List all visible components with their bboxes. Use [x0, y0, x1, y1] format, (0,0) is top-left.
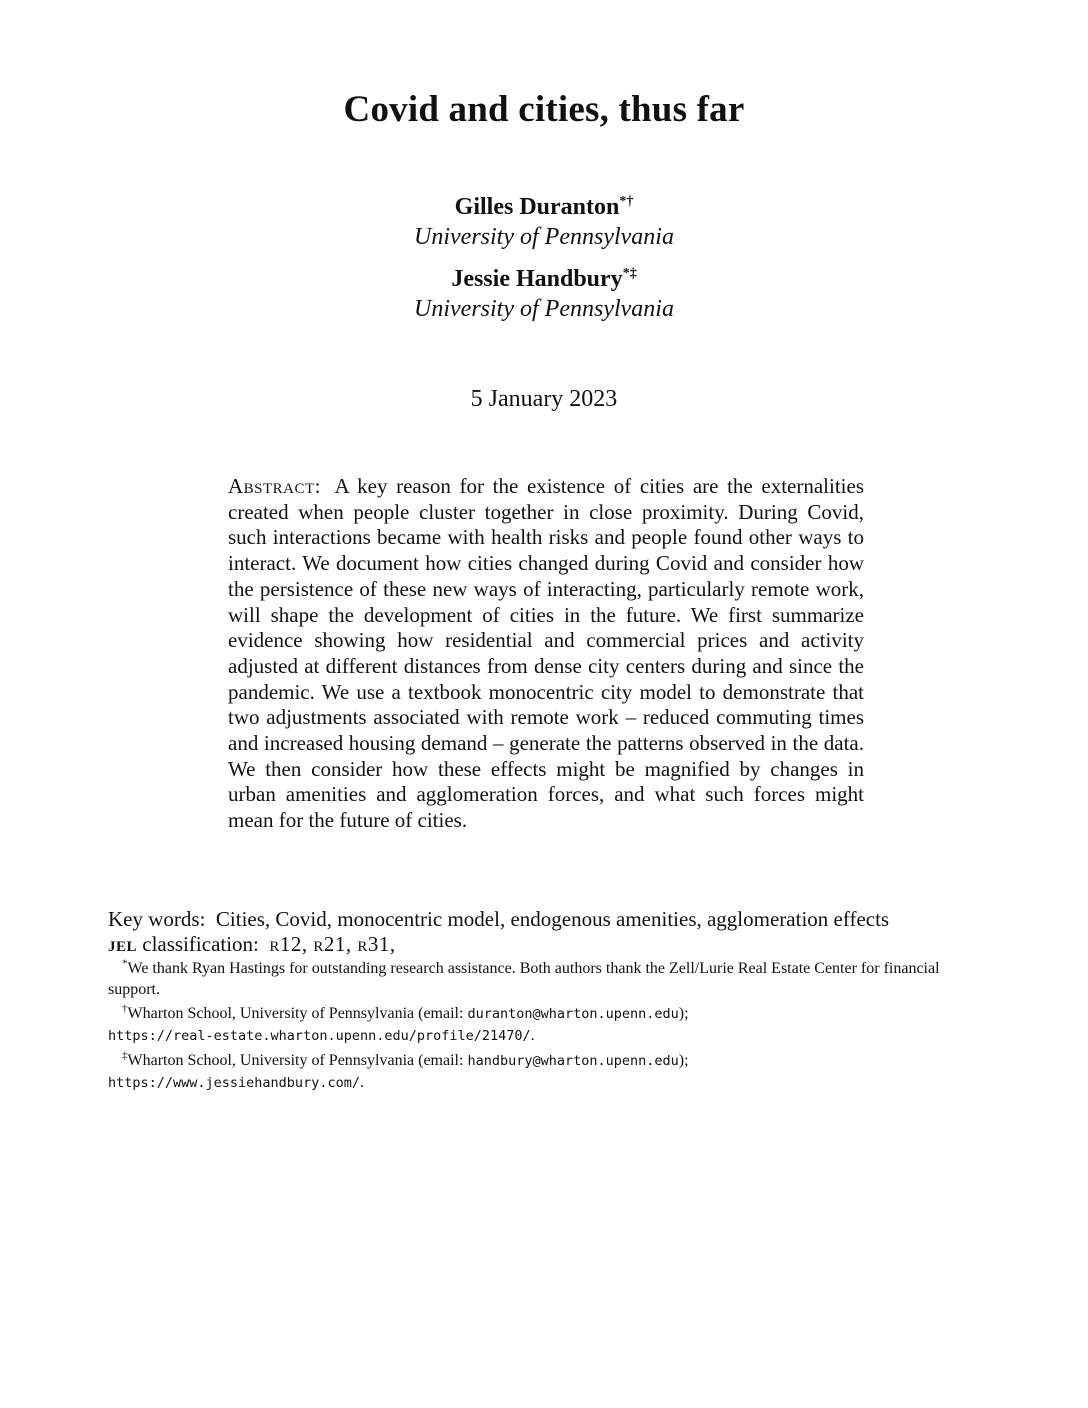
abstract-label: Abstract: [228, 474, 322, 498]
paper-date: 5 January 2023 [470, 386, 618, 412]
author-marks: *† [619, 194, 634, 209]
jel-label: jel [108, 932, 138, 956]
jel-suffix: classification: [142, 932, 259, 956]
author-block-1 [0, 192, 1088, 252]
author-affiliation: University of Pennsylvania [414, 224, 674, 250]
homepage-url-link[interactable]: https://www.jessiehandbury.com/ [108, 1075, 360, 1091]
paper-title: Covid and cities, thus far [343, 89, 745, 130]
profile-url-link[interactable]: https://real-estate.wharton.upenn.edu/profile/21470/ [108, 1028, 531, 1044]
abstract-text: A key reason for the existence of cities are the externalities created when people cluster together in close proximity. During Covid, such interactions became with health risks and people found other ways to interact. We document how cities changed during Covid and consider how the persistence of these new ways of interacting, particularly remote work, will shape the development of cities in the future. We first summarize evidence showing how residential and commercial prices and activity adjusted at different distances from dense city centers during and since the pandemic. We use a textbook monocentric city model to demonstrate that two adjustments associated with remote work – reduced commuting times and increased housing demand – generate the patterns observed in the data. We then consider how these effects might be magnified by changes in urban amenities and agglomeration forces, and what such forces might mean for the future of cities. [228, 474, 865, 833]
author-name-text: Gilles Duranton [454, 194, 620, 220]
footnotes [108, 958, 980, 1097]
footnote-text: . [359, 1074, 364, 1091]
footnote-3 [108, 1050, 980, 1094]
keywords-section [108, 907, 988, 957]
author-marks: *‡ [622, 266, 637, 281]
footnote-mark: ‡ [122, 1049, 128, 1062]
keywords-label: Key words: [108, 907, 206, 931]
footnote-1 [108, 958, 980, 1000]
email-link[interactable]: duranton@wharton.upenn.edu [467, 1006, 679, 1022]
footnote-mark: † [122, 1002, 128, 1015]
footnote-text: We thank Ryan Hastings for outstanding research assistance. Both authors thank the Zell/Lurie Real Estate Center for financial support. [108, 960, 940, 998]
footnote-text: . [530, 1027, 535, 1044]
author-name-text: Jessie Handbury [451, 266, 623, 292]
abstract [228, 474, 864, 834]
footnote-text: ); [678, 1052, 689, 1069]
jel-line [108, 932, 988, 957]
keywords-list: Cities, Covid, monocentric model, endogenous amenities, agglomeration effects [215, 907, 890, 931]
footnote-2 [108, 1003, 980, 1047]
keywords-line [108, 907, 988, 932]
author-name [0, 264, 1088, 294]
footnote-text: ); [678, 1005, 689, 1022]
footnote-text: Wharton School, University of Pennsylvania (email: [127, 1005, 468, 1022]
author-affiliation: University of Pennsylvania [414, 296, 674, 322]
email-link[interactable]: handbury@wharton.upenn.edu [467, 1053, 679, 1069]
author-name [0, 192, 1088, 222]
footnote-mark: * [122, 957, 128, 970]
jel-codes: r12, r21, r31, [269, 932, 396, 956]
author-block-2 [0, 264, 1088, 324]
footnote-text: Wharton School, University of Pennsylvania (email: [127, 1052, 468, 1069]
